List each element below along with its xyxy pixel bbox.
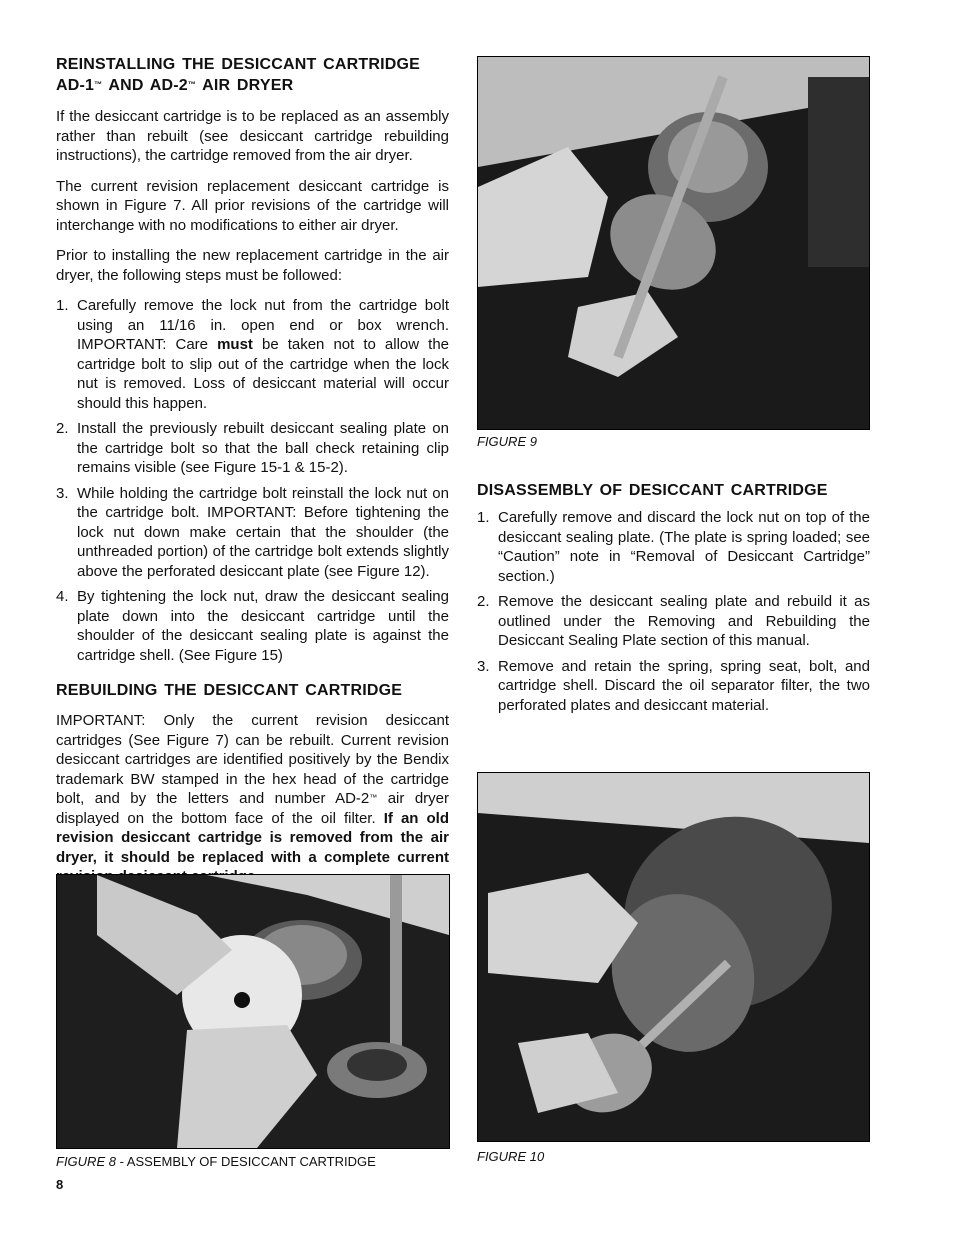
figure-9-photo: [477, 56, 870, 430]
list-item: 2. Remove the desiccant sealing plate and rebuild it as outlined under the Removing and Rebuilding the Desiccant Sealing Plate section of this manual.: [477, 593, 870, 649]
paragraph-2: The current revision replacement desiccant cartridge is shown in Figure 7. All prior revisions of the cartridge will interchange with no modifications to either air dryer.: [56, 177, 449, 234]
list-item: 2. Install the previously rebuilt desiccant sealing plate on the cartridge bolt so that the ball check retaining clip remains visible (see Figure 15-1 & 15-2).: [56, 420, 449, 476]
list-item: 1. Carefully remove and discard the lock nut on top of the desiccant sealing plate. (The plate is spring loaded; see “Caution” note in “Removal of Desiccant Cartridge” section.): [477, 509, 870, 585]
figure-8-caption: FIGURE 8 - ASSEMBLY OF DESICCANT CARTRIDGE: [56, 1154, 376, 1169]
left-column: [56, 54, 449, 887]
heading-reinstalling: REINSTALLING THE DESICCANT CARTRIDGE AD-1™ AND AD-2™ AIR DRYER: [56, 56, 421, 94]
reinstall-steps: [56, 296, 449, 665]
disassembly-steps: [477, 508, 870, 715]
paragraph-1: If the desiccant cartridge is to be replaced as an assembly rather than rebuilt (see desiccant cartridge rebuilding instructions), the cartridge removed from the air dryer.: [56, 108, 449, 164]
figure-9-caption: FIGURE 9: [477, 434, 537, 449]
paragraph-3: Prior to installing the new replacement cartridge in the air dryer, the following steps must be followed:: [56, 247, 449, 284]
list-item: 1. Carefully remove the lock nut from the cartridge bolt using an 11/16 in. open end or box wrench. IMPORTANT: Care must be taken not to allow the cartridge bolt to slip out of the cartridge when the lock nut is removed. Loss of desiccant material will occur should this happen.: [56, 297, 449, 412]
figure-10-caption: FIGURE 10: [477, 1149, 545, 1164]
right-column: [477, 480, 870, 715]
heading-rebuilding: REBUILDING THE DESICCANT CARTRIDGE: [56, 682, 403, 699]
heading-disassembly: DISASSEMBLY OF DESICCANT CARTRIDGE: [477, 482, 828, 499]
page-number: 8: [56, 1177, 64, 1192]
paragraph-4: IMPORTANT: Only the current revision desiccant cartridges (See Figure 7) can be rebuilt. Current revision desiccant cartridges are identified positively by the Bendix trademark BW stamped in the hex head of the cartridge bolt, and by the letters and number AD-2™ air dryer displayed on the bottom face of the oil filter. If an old revision desiccant cartridge is removed from the air dryer, it should be replaced with a complete current: [56, 712, 449, 866]
figure-8-photo: [56, 874, 450, 1149]
figure-10-photo: [477, 772, 870, 1142]
list-item: 4. By tightening the lock nut, draw the desiccant sealing plate down into the desiccant cartridge until the shoulder of the desiccant sealing plate is against the cartridge shell. (See Figure 15): [56, 588, 449, 664]
list-item: 3. Remove and retain the spring, spring seat, bolt, and cartridge shell. Discard the oil separator filter, the two perforated plates and desiccant material.: [477, 657, 870, 714]
list-item: 3. While holding the cartridge bolt reinstall the lock nut on the cartridge bolt. IMPORTANT: Before tightening the lock nut down make certain that the shoulder (the unthreaded portion) of the cartridge bolt extends slightly above the perforated desiccant plate (see Figure 12).: [56, 484, 449, 580]
